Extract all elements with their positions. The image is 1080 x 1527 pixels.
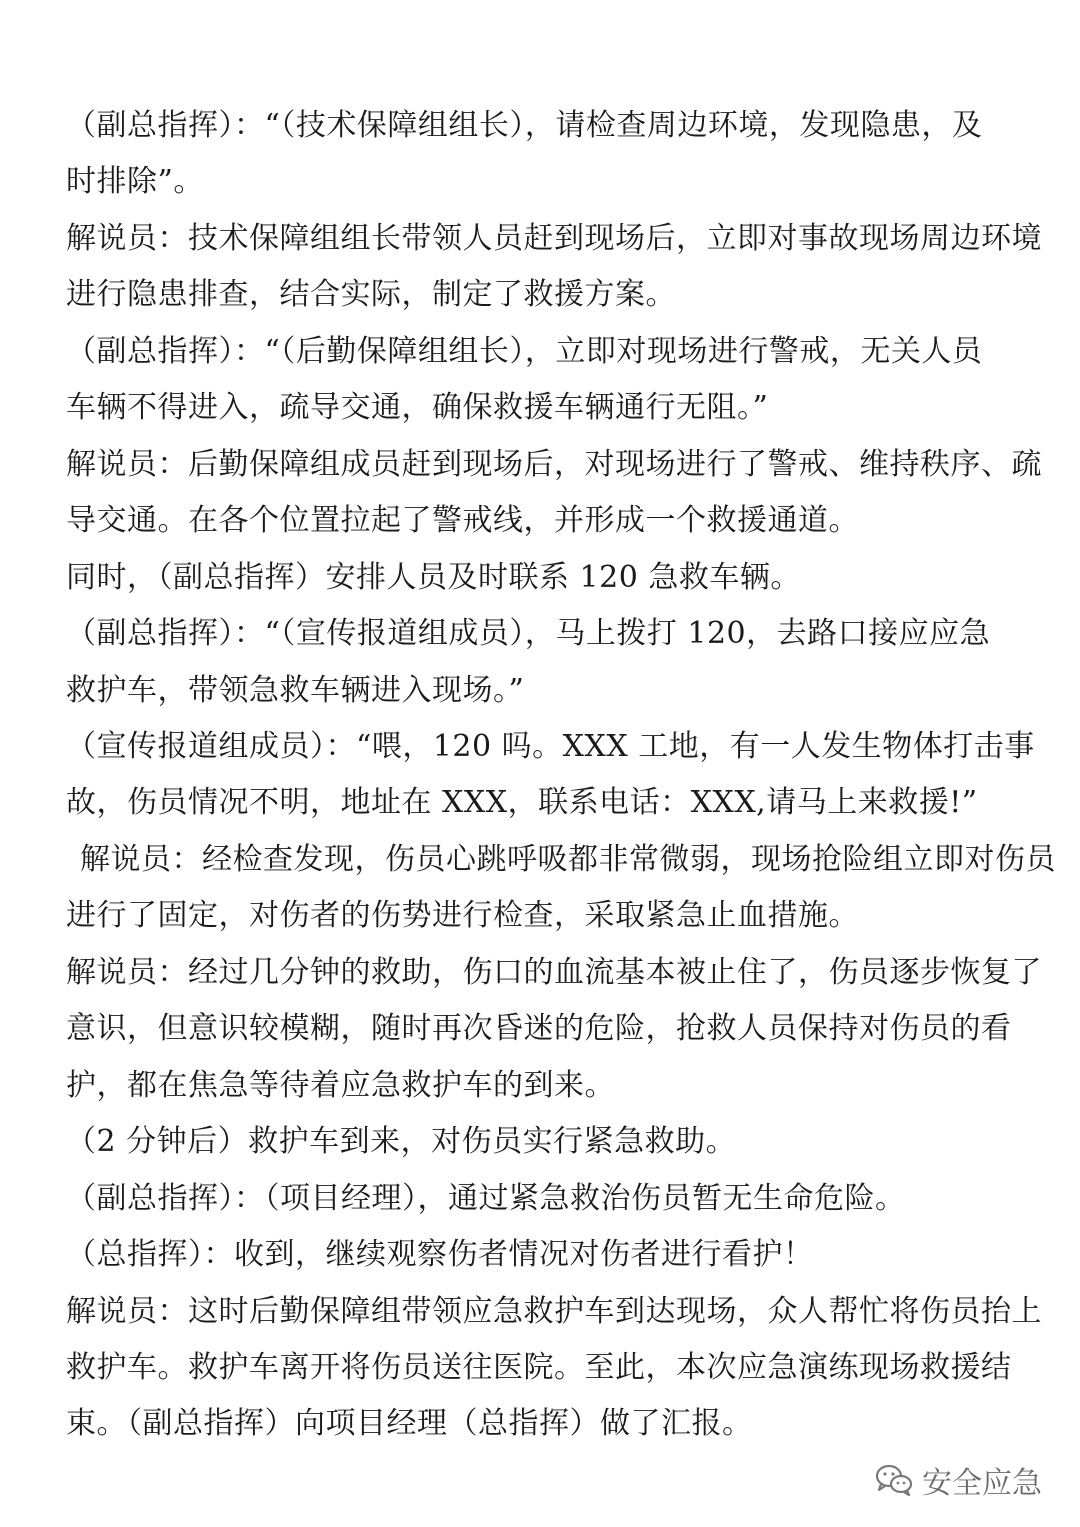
text-line: （副总指挥）：“（宣传报道组成员），马上拨打 120，去路口接应应急 <box>66 616 991 651</box>
wechat-icon <box>874 1462 914 1498</box>
text-line: 解说员：这时后勤保障组带领应急救护车到达现场，众人帮忙将伤员抬上 <box>66 1294 1042 1329</box>
text-line: 同时，（副总指挥）安排人员及时联系 120 急救车辆。 <box>66 560 801 595</box>
text-line: 解说员：技术保障组组长带领人员赶到现场后，立即对事故现场周边环境 <box>66 221 1042 256</box>
text-line: 进行了固定，对伤者的伤势进行检查，采取紧急止血措施。 <box>66 898 859 933</box>
text-line: （2 分钟后）救护车到来，对伤员实行紧急救助。 <box>66 1124 737 1159</box>
text-line: 车辆不得进入，疏导交通，确保救援车辆通行无阻。” <box>66 390 769 425</box>
text-line: 进行隐患排查，结合实际，制定了救援方案。 <box>66 277 676 312</box>
text-line: 护，都在焦急等待着应急救护车的到来。 <box>66 1068 615 1103</box>
text-line: 解说员：后勤保障组成员赶到现场后，对现场进行了警戒、维持秩序、疏 <box>66 447 1042 482</box>
text-line: 救护车，带领急救车辆进入现场。” <box>66 673 525 708</box>
text-line: 解说员：经检查发现，伤员心跳呼吸都非常微弱，现场抢险组立即对伤员 <box>80 842 1056 877</box>
text-line: 时排除”。 <box>66 164 204 199</box>
text-line: 意识，但意识较模糊，随时再次昏迷的危险，抢救人员保持对伤员的看 <box>66 1011 1012 1046</box>
text-line: （宣传报道组成员）：“喂，120 吗。XXX 工地，有一人发生物体打击事 <box>66 729 1035 764</box>
text-line: 解说员：经过几分钟的救助，伤口的血流基本被止住了，伤员逐步恢复了 <box>66 955 1042 990</box>
text-line: 救护车。救护车离开将伤员送往医院。至此，本次应急演练现场救援结 <box>66 1350 1012 1385</box>
text-line: （总指挥）：收到，继续观察伤者情况对伤者进行看护！ <box>66 1237 814 1272</box>
text-line: （副总指挥）：（项目经理），通过紧急救治伤员暂无生命危险。 <box>66 1181 906 1216</box>
text-line: （副总指挥）：“（技术保障组组长），请检查周边环境，发现隐患，及 <box>66 108 983 143</box>
text-line: 束。（副总指挥）向项目经理（总指挥）做了汇报。 <box>66 1406 753 1441</box>
watermark <box>874 1458 1042 1502</box>
text-line: 故，伤员情况不明，地址在 XXX，联系电话：XXX,请马上来救援!” <box>66 785 978 820</box>
watermark-text: 安全应急 <box>922 1466 1042 1501</box>
text-line: 导交通。在各个位置拉起了警戒线，并形成一个救援通道。 <box>66 503 859 538</box>
text-line: （副总指挥）：“（后勤保障组组长），立即对现场进行警戒，无关人员 <box>66 334 983 369</box>
